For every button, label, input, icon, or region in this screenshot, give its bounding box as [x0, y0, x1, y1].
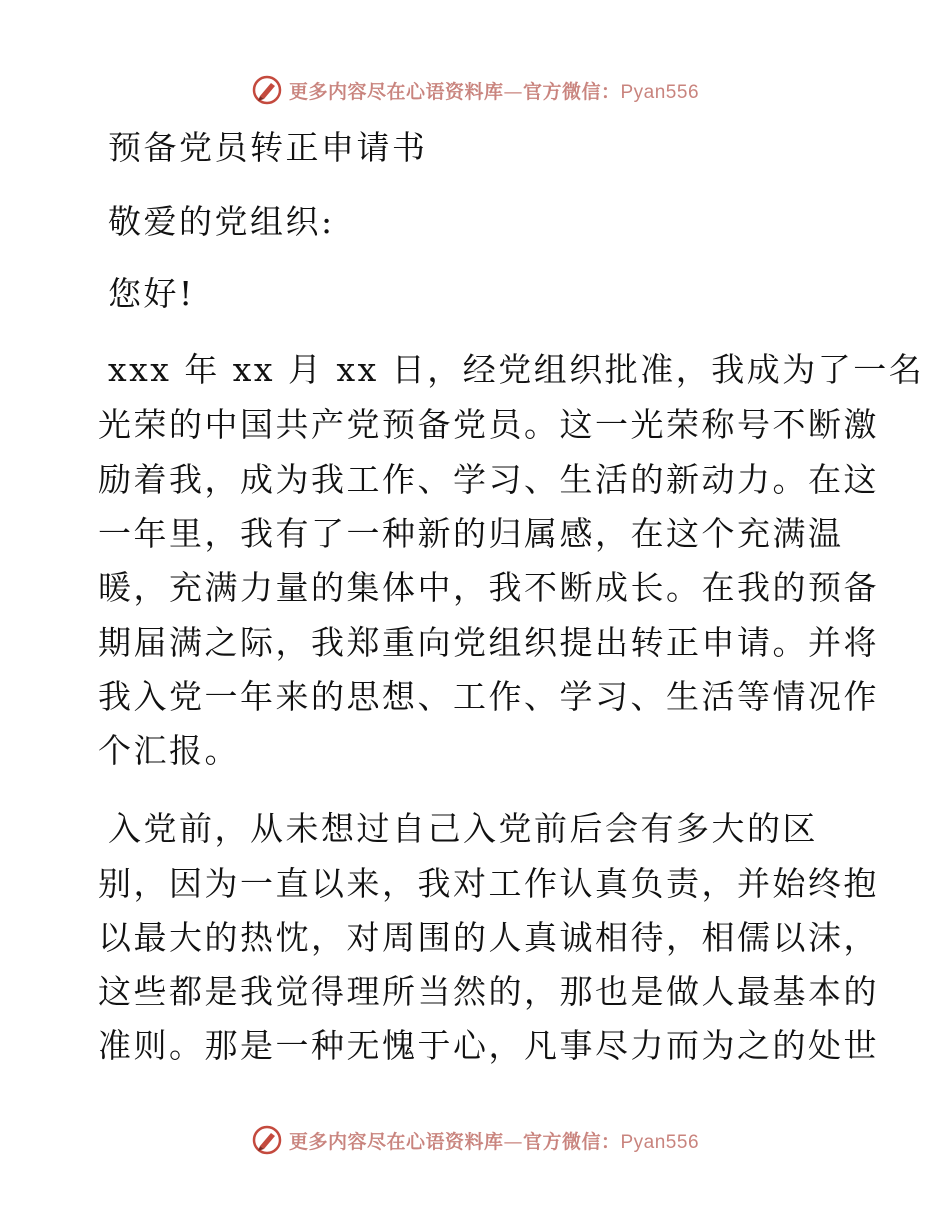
paragraph-line: xxx 年 xx 月 xx 日，经党组织批准，我成为了一名: [108, 350, 925, 389]
salutation: 敬爱的党组织:: [108, 202, 335, 241]
watermark-text: 更多内容尽在心语资料库—官方微信：Pyan556: [288, 1130, 700, 1153]
paragraph-line: 一年里，我有了一种新的归属感，在这个充满温: [98, 514, 844, 553]
document-title: 预备党员转正申请书: [108, 128, 428, 167]
paragraph-line: 这些都是我觉得理所当然的，那也是做人最基本的: [98, 972, 879, 1011]
footer-watermark: [0, 1120, 950, 1160]
paragraph-line: 我入党一年来的思想、工作、学习、生活等情况作: [98, 677, 879, 716]
paragraph-line: 励着我，成为我工作、学习、生活的新动力。在这: [98, 460, 879, 499]
paragraph-line: 个汇报。: [98, 731, 240, 770]
pen-logo-icon: [251, 74, 283, 106]
paragraph-line: 准则。那是一种无愧于心，凡事尽力而为之的处世: [98, 1026, 879, 1065]
paragraph-line: 暖，充满力量的集体中，我不断成长。在我的预备: [98, 568, 879, 607]
paragraph-line: 期届满之际，我郑重向党组织提出转正申请。并将: [98, 623, 879, 662]
paragraph-line: 入党前，从未想过自己入党前后会有多大的区: [108, 809, 818, 848]
paragraph-line: 光荣的中国共产党预备党员。这一光荣称号不断激: [98, 405, 879, 444]
pen-logo-icon: [251, 1124, 283, 1156]
watermark-text: 更多内容尽在心语资料库—官方微信：Pyan556: [288, 80, 700, 103]
header-watermark: [0, 70, 950, 110]
greeting: 您好!: [108, 274, 195, 313]
paragraph-line: 别，因为一直以来，我对工作认真负责，并始终抱: [98, 864, 879, 903]
paragraph-line: 以最大的热忱，对周围的人真诚相待，相儒以沫，: [98, 918, 879, 957]
